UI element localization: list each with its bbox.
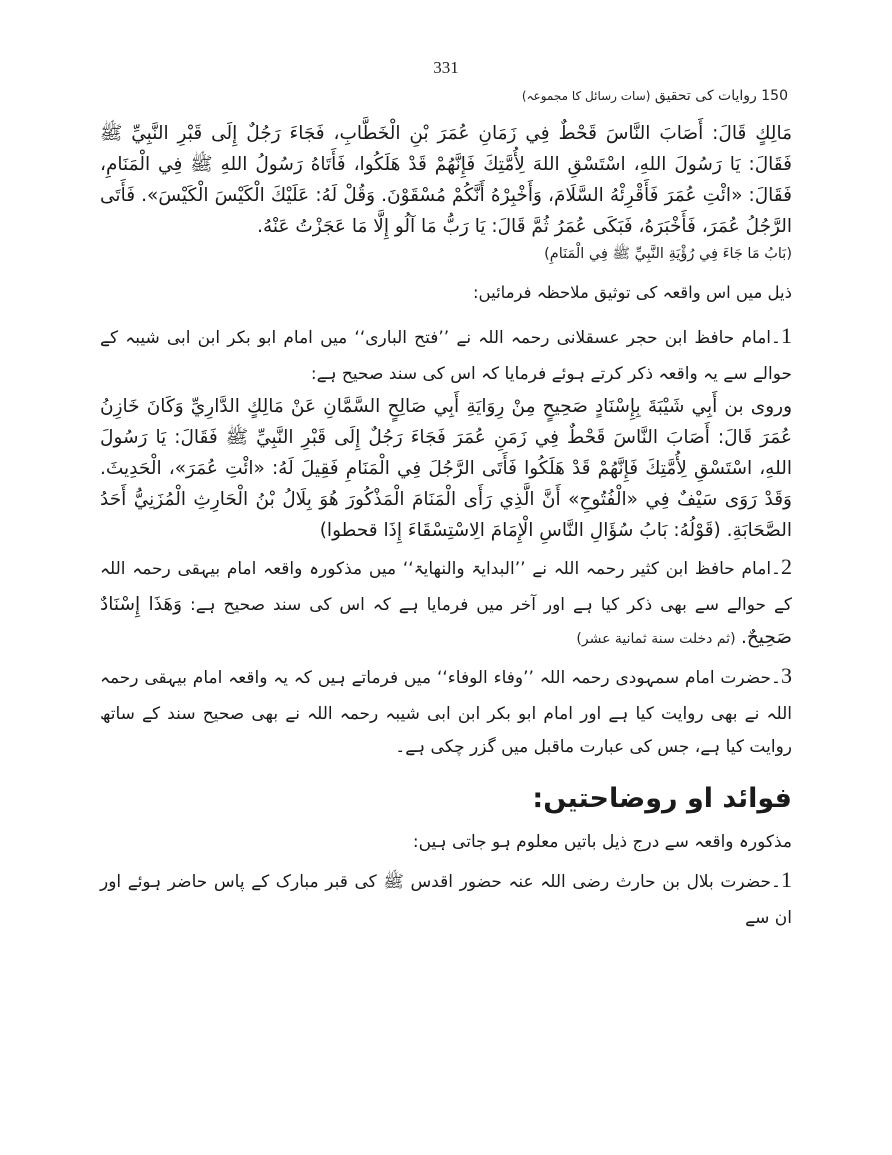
point-arabic-quote: وروى بن أَبِي شَيْبَةَ بِإِسْنَادٍ صَحِيحٍ مِنْ رِوَايَةِ أَبِي صَالِحٍ السَّمَّانِ عَنْ مَالِكٍ الدَّارِيِّ وَكَانَ خَازِنُ عُمَرَ قَالَ: أَصَابَ النَّاسَ قَحْطٌ فِي زَمَنِ عُمَرَ فَجَاءَ رَجُلٌ إِلَى قَبْرِ النَّبِيِّ ﷺ فَقَالَ: يَا رَسُولَ اللهِ، اسْتَسْقِ لِأُمَّتِكَ فَإِنَّهُمْ قَدْ هَلَكُوا فَأَتَى الرَّجُلَ فِي الْمَنَامِ فَقِيلَ لَهُ: «ائْتِ عُمَرَ»، الْحَدِيثَ. وَقَدْ رَوَى سَيْفٌ فِي «الْفُتُوحِ» أَنَّ الَّذِي رَأَى الْمَنَامَ الْمَذْكُورَ هُوَ بِلَالُ بْنُ الْحَارِثِ الْمُزَنِيُّ أَحَدُ الصَّحَابَةِ. (قَوْلُهُ: بَابُ سُؤَالِ النَّاسِ الْإِمَامَ الِاسْتِسْقَاءَ إِذَا قحطوا): [100, 395, 792, 542]
point-text: ۔حضرت بلال بن حارث رضی اللہ عنہ حضور اقدس ﷺ کی قبر مبارک کے پاس حاضر ہوئے اور ان سے: [100, 871, 792, 928]
point-number: 1: [781, 866, 792, 892]
verification-point-1: [100, 315, 792, 546]
running-header: [98, 88, 788, 104]
benefit-point-1: [100, 859, 792, 935]
verification-point-3: [100, 655, 792, 764]
point-number: 3: [781, 663, 792, 689]
page-number: 331: [433, 58, 459, 77]
point-text: ۔امام حافظ ابن حجر عسقلانی رحمہ اللہ نے ’’فتح الباری‘‘ میں امام ابو بکر ابن ابی شیبہ کے حوالے سے یہ واقعہ ذکر کرتے ہوئے فرمایا کہ اس کی سند صحیح ہے:: [100, 327, 792, 384]
hadith-text: مَالِكٍ قَالَ: أَصَابَ النَّاسَ قَحْطٌ فِي زَمَانِ عُمَرَ بْنِ الْخَطَّابِ، فَجَاءَ رَجُلٌ إِلَى قَبْرِ النَّبِيِّ ﷺ فَقَالَ: يَا رَسُولَ اللهِ، اسْتَسْقِ اللهَ لِأُمَّتِكَ فَإِنَّهُمْ قَدْ هَلَكُوا، فَأَتَاهُ رَسُولُ اللهِ ﷺ فِي الْمَنَامِ، فَقَالَ: «ائْتِ عُمَرَ فَأَقْرِئْهُ السَّلَامَ، وَأَخْبِرْهُ أَنَّكُمْ مُسْقَوْنَ. وَقُلْ لَهُ: عَلَيْكَ الْكَيْسَ الْكَيْسَ». فَأَتَى الرَّجُلُ عُمَرَ، فَأَخْبَرَهُ، فَبَكَى عُمَرُ ثُمَّ قَالَ: يَا رَبُّ مَا آلُو إِلَّا مَا عَجَزْتُ عَنْهُ.: [100, 123, 792, 238]
book-title: 150 روایات کی تحقیق: [654, 88, 788, 104]
book-subtitle: (سات رسائل کا مجموعہ): [521, 89, 651, 103]
verification-intro: ذیل میں اس واقعہ کی توثیق ملاحظہ فرمائیں:: [472, 282, 792, 302]
point-arabic-quote: وَهَذَا إِسْنَادٌ صَحِيحٌ.: [100, 594, 792, 649]
point-reference: (ثم دخلت سنة ثمانية عشر): [576, 631, 736, 648]
verification-point-2: [100, 546, 792, 655]
point-number: 2: [781, 554, 792, 580]
hadith-chapter-reference: (بَابُ مَا جَاءَ فِي رُؤْيَةِ النَّبِيِّ ﷺ فِي الْمَنَامِ): [544, 246, 792, 263]
benefits-heading: فوائد او روضاحتیں:: [532, 782, 792, 814]
point-text: ۔امام حافظ ابن کثیر رحمہ اللہ نے ’’البدایۃ والنھایۃ‘‘ میں مذکورہ واقعہ امام بیہقی رحمہ اللہ کے حوالے سے بھی ذکر کیا ہے اور آخر میں فرمایا ہے کہ اس کی سند صحیح ہے:: [100, 559, 792, 616]
point-text: ۔حضرت امام سمہودی رحمہ اللہ ’’وفاء الوفاء‘‘ میں فرماتے ہیں کہ یہ واقعہ امام بیہقی رحمہ اللہ نے بھی روایت کیا ہے اور امام ابو بکر ابن ابی شیبہ رحمہ اللہ نے بھی صحیح سند کے ساتھ روایت کیا ہے، جس کی عبارت ماقبل میں گزر چکی ہے۔: [100, 668, 792, 758]
benefits-intro: مذکورہ واقعہ سے درج ذیل باتیں معلوم ہو جاتی ہیں:: [412, 831, 792, 852]
point-number: 1: [781, 322, 792, 348]
page-body: [100, 118, 792, 935]
